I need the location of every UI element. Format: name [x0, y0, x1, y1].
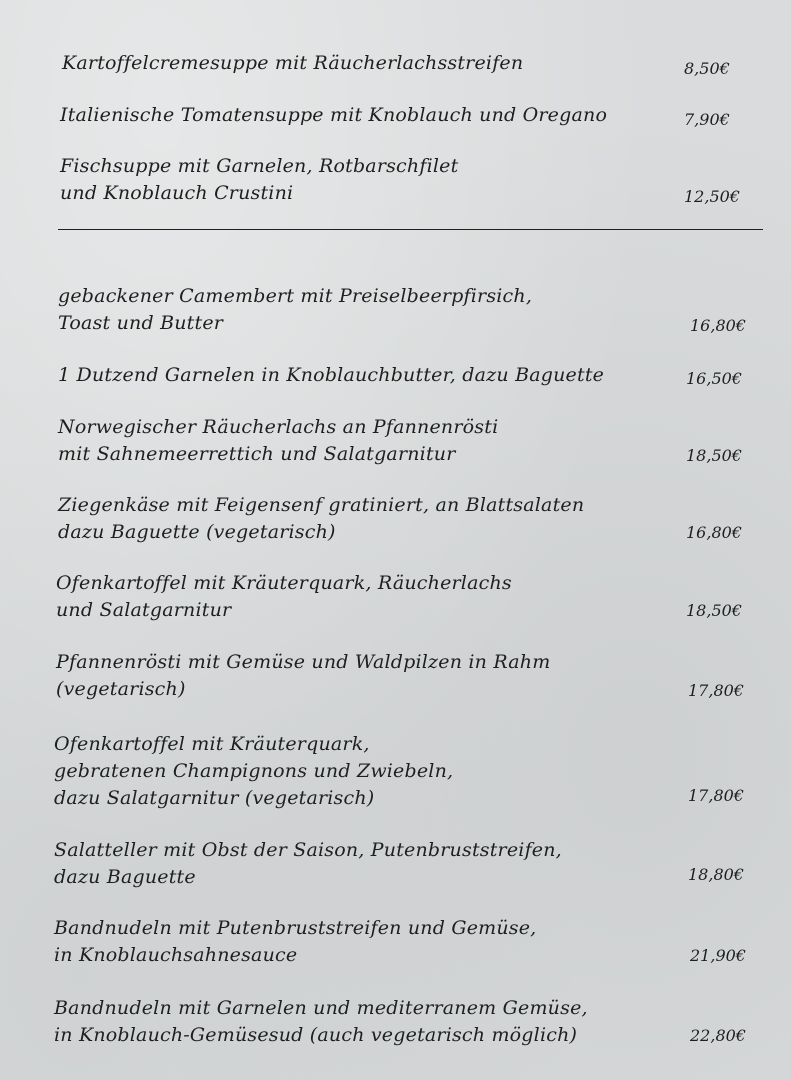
- menu-item-line: (vegetarisch): [56, 678, 186, 700]
- menu-item-line: Kartoffelcremesuppe mit Räucherlachsstreifen: [62, 52, 524, 74]
- menu-item-potato-soup: [62, 50, 523, 77]
- menu-item-price: 18,80€: [688, 865, 744, 884]
- menu-item-price: 8,50€: [684, 59, 730, 78]
- menu-item-line: dazu Baguette: [54, 866, 196, 888]
- menu-item-price: 18,50€: [686, 446, 742, 465]
- menu-item-line: gebratenen Champignons und Zwiebeln,: [54, 760, 454, 782]
- menu-item-line: dazu Baguette (vegetarisch): [58, 521, 336, 543]
- menu-item-line: in Knoblauchsahnesauce: [54, 944, 298, 966]
- menu-item-bandnudeln-garnelen: [54, 995, 588, 1049]
- menu-item-line: Pfannenrösti mit Gemüse und Waldpilzen in Rahm: [56, 651, 551, 673]
- menu-item-bandnudeln-pute: [54, 915, 536, 969]
- menu-item-ofenkartoffel-lachs: [56, 570, 512, 624]
- menu-item-line: Toast und Butter: [58, 312, 224, 334]
- menu-item-raeucherlachs: [58, 414, 498, 468]
- menu-item-line: 1 Dutzend Garnelen in Knoblauchbutter, dazu Baguette: [58, 364, 605, 386]
- menu-item-price: 7,90€: [684, 110, 730, 129]
- menu-item-price: 22,80€: [690, 1026, 746, 1045]
- menu-item-garnelen: [58, 362, 604, 389]
- menu-item-line: Italienische Tomatensuppe mit Knoblauch und Oregano: [60, 104, 608, 126]
- menu-item-line: Bandnudeln mit Garnelen und mediterranem Gemüse,: [54, 997, 588, 1019]
- menu-item-line: Ofenkartoffel mit Kräuterquark,: [54, 733, 370, 755]
- menu-item-price: 16,80€: [686, 523, 742, 542]
- menu-item-line: mit Sahnemeerrettich und Salatgarnitur: [58, 443, 456, 465]
- menu-item-line: Fischsuppe mit Garnelen, Rotbarschfilet: [60, 155, 459, 177]
- section-divider: [58, 229, 763, 230]
- menu-item-line: dazu Salatgarnitur (vegetarisch): [54, 787, 375, 809]
- menu-item-price: 12,50€: [684, 187, 740, 206]
- menu-item-line: und Salatgarnitur: [56, 599, 232, 621]
- menu-item-fish-soup: [60, 153, 458, 207]
- menu-item-line: Norwegischer Räucherlachs an Pfannenrösti: [58, 416, 499, 438]
- menu-item-line: Ziegenkäse mit Feigensenf gratiniert, an Blattsalaten: [58, 494, 585, 516]
- menu-item-salatteller: [54, 837, 562, 891]
- menu-item-price: 16,50€: [686, 369, 742, 388]
- menu-item-line: und Knoblauch Crustini: [60, 182, 294, 204]
- menu-item-price: 16,80€: [690, 316, 746, 335]
- menu-item-price: 17,80€: [688, 786, 744, 805]
- menu-item-line: Salatteller mit Obst der Saison, Putenbruststreifen,: [54, 839, 562, 861]
- menu-item-pfannenroesti: [56, 649, 550, 703]
- menu-item-price: 17,80€: [688, 681, 744, 700]
- menu-item-price: 21,90€: [690, 946, 746, 965]
- menu-item-line: Ofenkartoffel mit Kräuterquark, Räucherlachs: [56, 572, 512, 594]
- menu-item-line: gebackener Camembert mit Preiselbeerpfirsich,: [58, 285, 533, 307]
- menu-item-line: Bandnudeln mit Putenbruststreifen und Gemüse,: [54, 917, 537, 939]
- menu-item-line: in Knoblauch-Gemüsesud (auch vegetarisch möglich): [54, 1024, 578, 1046]
- menu-item-tomato-soup: [60, 102, 607, 129]
- menu-item-ofenkartoffel-champignons: [54, 731, 453, 812]
- menu-item-camembert: [58, 283, 532, 337]
- menu-item-price: 18,50€: [686, 601, 742, 620]
- menu-item-ziegenkaese: [58, 492, 584, 546]
